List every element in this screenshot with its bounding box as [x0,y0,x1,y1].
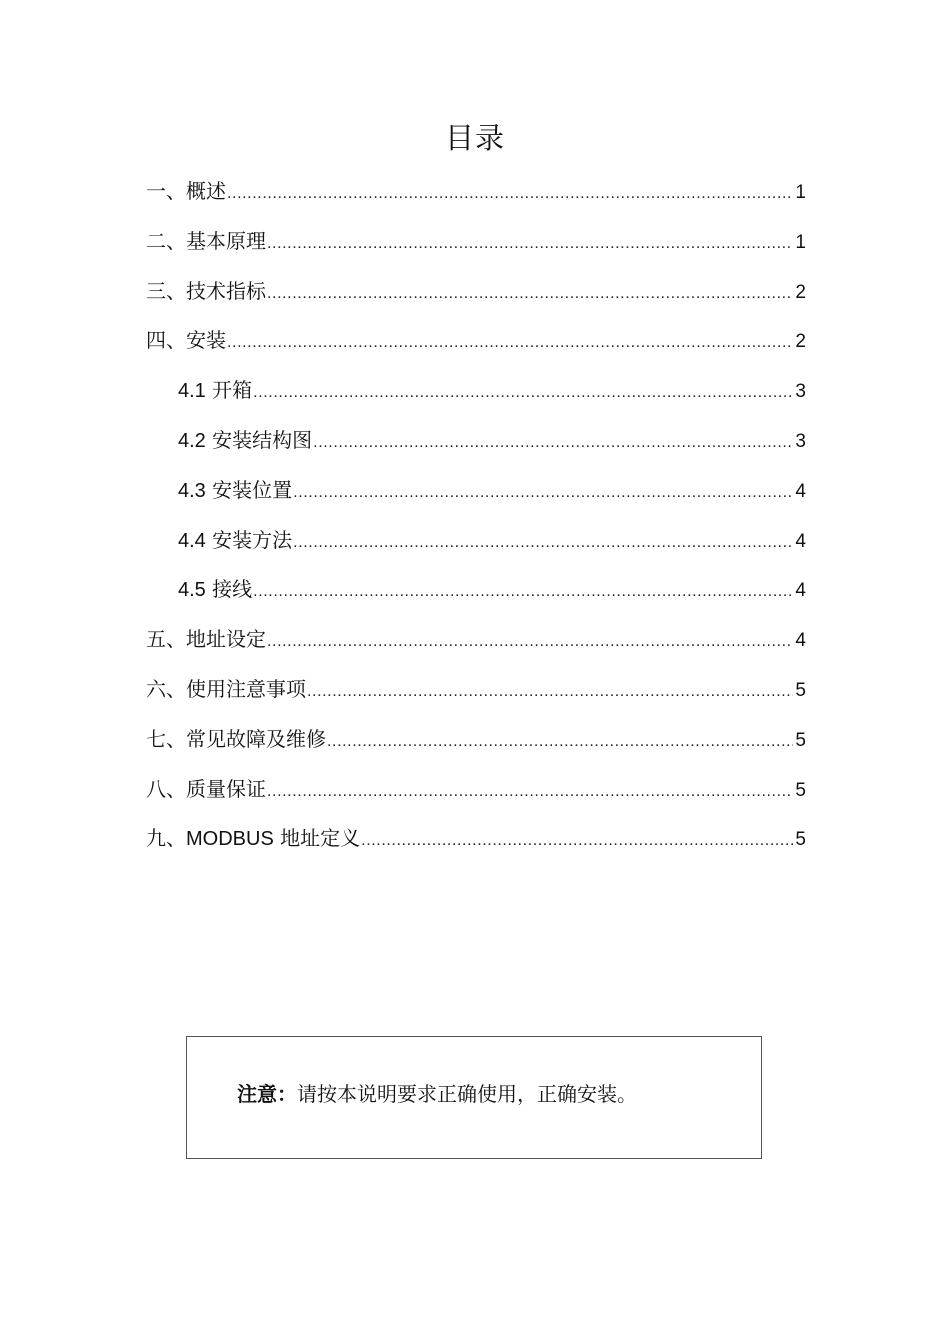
toc-entry-modbus-address[interactable] [146,819,806,869]
toc-entry-specifications[interactable] [146,272,806,322]
toc-entry-prefix: 四、 [146,328,186,353]
dot-leader [293,524,793,562]
dot-leader [267,623,793,661]
dot-leader [227,324,793,362]
toc-page-number: 4 [795,530,806,552]
toc-entry-label [146,620,266,659]
toc-entry-text: 地址设定 [186,627,266,652]
toc-page-number: 2 [795,281,806,303]
toc-entry-label [146,770,266,809]
toc-entry-text: 地址定义 [273,826,361,851]
toc-entry-label [178,371,252,410]
notice-label: 注意： [237,1082,297,1106]
toc-entry-number: 4.5 [178,579,206,602]
toc-entry-prefix: 七、 [146,726,186,751]
toc-entry-label [146,670,306,709]
toc-entry-label [178,521,292,560]
toc-entry-unboxing[interactable] [146,371,806,421]
toc-page-number: 4 [795,630,806,652]
toc-page-number: 4 [795,580,806,602]
notice-box [186,1036,762,1159]
toc-entry-warranty[interactable] [146,770,806,820]
notice-message: 请按本说明要求正确使用，正确安装。 [297,1082,637,1106]
toc-entry-text: 开箱 [205,378,253,403]
toc-entry-text: 基本原理 [186,228,266,253]
page-title: 目录 [444,121,505,155]
notice-text [237,1079,637,1109]
toc-entry-install-method[interactable] [146,521,806,571]
toc-entry-troubleshooting[interactable] [146,720,806,770]
toc-entry-number: 4.2 [178,429,206,452]
dot-leader [253,374,793,412]
toc-entry-prefix: 六、 [146,676,186,701]
toc-entry-usage-notes[interactable] [146,670,806,720]
toc-entry-install-location[interactable] [146,471,806,521]
toc-entry-address-setting[interactable] [146,620,806,670]
toc-entry-structure-diagram[interactable] [146,421,806,471]
toc-entry-number: 4.3 [178,479,206,502]
toc-page-number: 3 [795,381,806,403]
dot-leader [267,773,793,811]
toc-entry-text: 安装结构图 [205,427,313,452]
toc-entry-text: 接线 [205,577,253,602]
toc-entry-prefix: 八、 [146,776,186,801]
toc-entry-text: 技术指标 [186,278,266,303]
toc-entry-text: 概述 [186,179,226,203]
toc-entry-label [146,272,266,311]
toc-page-number: 3 [795,430,806,452]
dot-leader [327,723,793,761]
dot-leader [227,175,793,213]
toc-page-number: 1 [795,182,806,203]
dot-leader [313,424,793,462]
dot-leader [307,673,793,711]
toc-entry-text: 使用注意事项 [186,676,306,701]
toc-entry-label [146,720,326,759]
toc-page-number: 5 [795,679,806,701]
toc-entry-number: 4.4 [178,529,206,552]
toc-page-number: 4 [795,480,806,502]
toc-page-number: 1 [795,231,806,253]
toc-entry-label [178,570,252,609]
toc-page-number: 5 [795,829,806,851]
toc-entry-text: 常见故障及维修 [186,726,326,751]
table-of-contents [146,172,806,869]
toc-entry-label [146,222,266,261]
toc-entry-label [178,471,292,510]
toc-entry-wiring[interactable] [146,570,806,620]
toc-entry-label [178,421,312,460]
dot-leader [267,225,793,263]
toc-page-number: 5 [795,729,806,751]
dot-leader [361,822,793,860]
toc-entry-prefix: 九、 [146,826,186,851]
toc-entry-text: 安装 [186,328,226,353]
toc-entry-number: 4.1 [178,380,206,403]
dot-leader [293,474,793,512]
toc-entry-number: MODBUS [186,828,274,851]
dot-leader [267,275,793,313]
toc-entry-prefix: 一、 [146,179,186,203]
toc-entry-prefix: 三、 [146,278,186,303]
toc-entry-text: 安装位置 [205,477,293,502]
toc-page-number: 5 [795,779,806,801]
toc-page-number: 2 [795,331,806,353]
toc-entry-prefix: 二、 [146,228,186,253]
toc-entry-label [146,819,360,858]
toc-entry-prefix: 五、 [146,627,186,652]
toc-entry-text: 质量保证 [186,776,266,801]
toc-entry-overview[interactable] [146,172,806,222]
toc-entry-label [146,321,226,360]
toc-entry-text: 安装方法 [205,527,293,552]
toc-entry-principle[interactable] [146,222,806,272]
toc-entry-installation[interactable] [146,321,806,371]
toc-entry-label [146,172,226,211]
dot-leader [253,573,793,611]
